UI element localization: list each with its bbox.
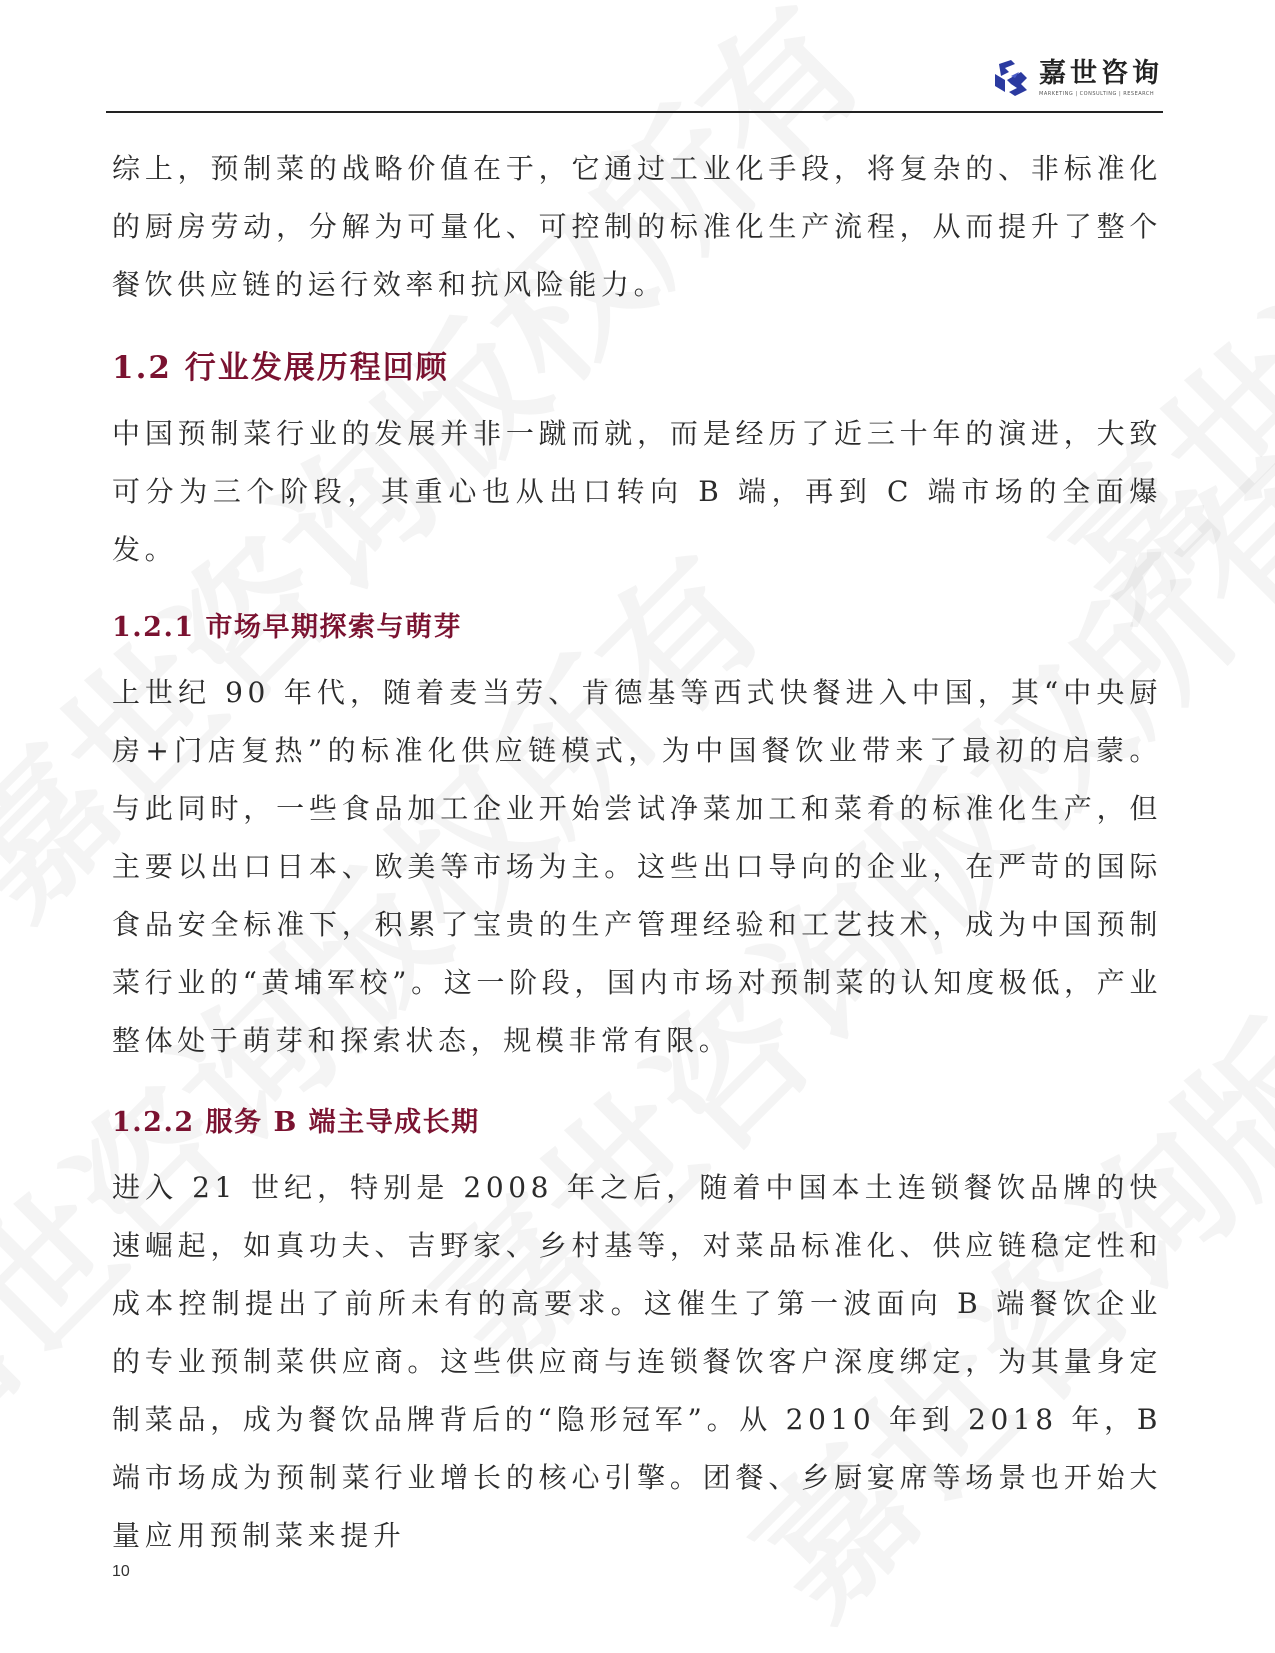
logo-name: 嘉世咨询	[1039, 58, 1163, 89]
page-header	[106, 40, 1163, 112]
page-number: 10	[112, 1563, 130, 1580]
section-heading-1-2-1: 1.2.1 市场早期探索与萌芽	[112, 612, 463, 643]
section-1-2-1-paragraph: 上世纪 90 年代，随着麦当劳、肯德基等西式快餐进入中国，其“中央厨房+门店复热”的标准化供应链模式，为中国餐饮业带来了最初的启蒙。与此同时，一些食品加工企业开始尝试净菜加工和菜肴的标准化生产，但主要以出口日本、欧美等市场为主。这些出口导向的企业，在严苛的国际食品安全标准下，积累了宝贵的生产管理经验和工艺技术，成为中国预制菜行业的“黄埔军校”。这一阶段，国内市场对预制菜的认知度极低，产业整体处于萌芽和探索状态，规模非常有限。	[112, 676, 1162, 1057]
document-body	[112, 140, 1162, 1565]
header-divider	[106, 111, 1163, 113]
section-1-2-paragraph: 中国预制菜行业的发展并非一蹴而就，而是经历了近三十年的演进，大致可分为三个阶段，其重心也从出口转向 B 端，再到 C 端市场的全面爆发。	[112, 417, 1162, 566]
logo-tagline: MARKETING | CONSULTING | RESEARCH	[1039, 91, 1155, 97]
intro-paragraph: 综上，预制菜的战略价值在于，它通过工业化手段，将复杂的、非标准化的厨房劳动，分解为可量化、可控制的标准化生产流程，从而提升了整个餐饮供应链的运行效率和抗风险能力。	[112, 152, 1162, 301]
section-heading-1-2: 1.2 行业发展历程回顾	[112, 350, 449, 386]
logo	[991, 58, 1163, 98]
section-1-2-2-paragraph: 进入 21 世纪，特别是 2008 年之后，随着中国本土连锁餐饮品牌的快速崛起，如真功夫、吉野家、乡村基等，对菜品标准化、供应链稳定性和成本控制提出了前所未有的高要求。这催生了第一波面向 B 端餐饮企业的专业预制菜供应商。这些供应商与连锁餐饮客户深度绑定，为其量身定制菜品，成为餐饮品牌背后的“隐形冠军”。从 2010 年到 2018 年，B 端市场成为预制菜行业增长的核心引擎。团餐、乡厨宴席等场景也开始大量应用预制菜来提升	[112, 1171, 1162, 1552]
section-heading-1-2-2: 1.2.2 服务 B 端主导成长期	[112, 1107, 480, 1138]
jiashi-logo-icon	[991, 58, 1031, 98]
